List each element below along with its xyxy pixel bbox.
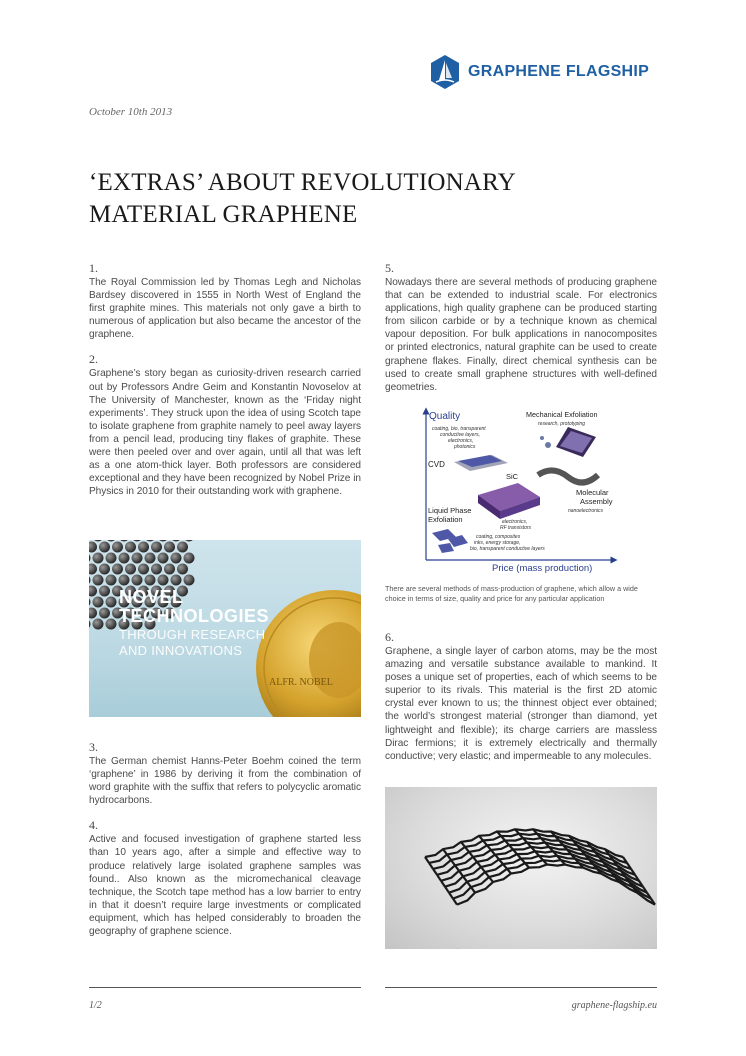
section-number: 3. bbox=[89, 740, 98, 754]
novel-text-block bbox=[119, 588, 269, 658]
molecular-ribbon bbox=[538, 470, 598, 482]
sic-sub-1: electronics, bbox=[502, 519, 528, 525]
lpe-label-2: Exfoliation bbox=[428, 515, 463, 524]
x-axis-label: Price (mass production) bbox=[492, 563, 593, 574]
coin-text: ALFR. NOBEL bbox=[269, 677, 333, 688]
logo-text: GRAPHENE FLAGSHIP bbox=[468, 63, 650, 80]
section-number: 4. bbox=[89, 818, 98, 833]
novel-line-1: NOVEL bbox=[119, 587, 184, 607]
graphene-flagship-logo bbox=[430, 53, 660, 91]
y-axis-label: Quality bbox=[429, 411, 461, 422]
mol-label-1: Molecular bbox=[576, 488, 609, 497]
page-title bbox=[89, 167, 609, 231]
lpe-flakes bbox=[432, 529, 468, 553]
left-column-top bbox=[89, 262, 361, 510]
lpe-label-1: Liquid Phase bbox=[428, 506, 472, 515]
section-number: 1. bbox=[89, 261, 98, 275]
lpe-sub-3: bio, transparent conductive layers bbox=[470, 546, 545, 552]
mol-label-2: Assembly bbox=[580, 497, 613, 506]
section-text: Graphene, a single layer of carbon atoms, may be the most amazing and versatile substance available to mankind. It poses a unique set of properties, each of which seems to be superior to its rivals. This material is the first 2D atomic crystal ever known to us; the thinnest object ever obtained; the world’s strongest material (stronger than diamond, yet lightweight and flexible); its charge carriers are massless Dirac fermions; it is extremely electrically and thermally conductive; very elastic; and impermeable to any molecules. bbox=[385, 646, 657, 762]
graphene-sheet-image bbox=[385, 787, 657, 949]
mech-sub: research, prototyping bbox=[538, 421, 585, 427]
right-column-bottom bbox=[385, 631, 657, 775]
graphene-sheet-render bbox=[385, 787, 657, 949]
cvd-label: CVD bbox=[428, 460, 445, 469]
section-text: Graphene’s story began as curiosity-driven research carried out by Professors Andre Geim and Konstantin Novoselov at The University of Manchester, known as the ‘Friday night experiments’. They struck upon the idea of using Scotch tape to isolate graphene from graphite namely to peel away layers from a pencil lead, producing tiny flakes of graphite. These were then peeled over and over again, until all that was left as a one atom-thick layer. Both professors are considered exceptional and they have been recognized by Nobel Prize in Physics in 2010 for their outstanding work with graphene. bbox=[89, 368, 361, 498]
title-line-1: ‘EXTRAS’ ABOUT REVOLUTIONARY bbox=[89, 169, 516, 196]
footer-rule-left bbox=[89, 987, 361, 988]
section-number: 5. bbox=[385, 261, 394, 275]
cvd-sub-1: coating, bio, transparent bbox=[432, 426, 486, 432]
lpe-sub-1: coating, composites bbox=[476, 534, 521, 540]
footer-url[interactable]: graphene-flagship.eu bbox=[571, 1000, 657, 1011]
section-number: 6. bbox=[385, 630, 394, 644]
page-number: 1/2 bbox=[89, 1000, 102, 1011]
mech-label: Mechanical Exfoliation bbox=[526, 410, 598, 419]
cvd-sub-4: photonics bbox=[454, 444, 476, 450]
section-text: Active and focused investigation of graphene started less than 10 years ago, after a simple and effective way to produce relatively large isolated graphene samples was found.. Also known as the micromechanical cleavage technique, the Scotch tape method has a low barrier to entry in that it doesn’t require large investments or complicated equipment, which has helped considerably to broaden the geography of graphene science. bbox=[89, 834, 361, 938]
diagram-caption: There are several methods of mass-production of graphene, which allow a wide choice in terms of size, quality and price for any particular application bbox=[385, 584, 638, 603]
left-column-bottom bbox=[89, 741, 361, 950]
section-text: Nowadays there are several methods of producing graphene that can be extended to industrial scale. For electronics applications, high quality graphene can be produced starting from silicon carbide or by a technique known as chemical vapour deposition. For bulk applications in nanocomposites or printed electronics, natural graphite can be used to create graphene flakes. Finally, direct chemical synthesis can be used to create small graphene structures with well-defined geometries. bbox=[385, 277, 657, 393]
novel-line-3: THROUGH RESEARCH bbox=[119, 627, 266, 642]
title-line-2: MATERIAL GRAPHENE bbox=[89, 201, 358, 228]
document-date: October 10th 2013 bbox=[89, 106, 173, 118]
mol-sub: nanoelectronics bbox=[568, 508, 604, 514]
flagship-hexagon-icon bbox=[430, 54, 460, 90]
sic-label: SiC bbox=[506, 472, 519, 481]
section-number: 2. bbox=[89, 352, 98, 367]
production-methods-diagram bbox=[418, 405, 618, 575]
carbon-sheet bbox=[425, 829, 655, 904]
novel-technologies-image bbox=[89, 540, 361, 717]
section-text: The German chemist Hanns-Peter Boehm coined the term ‘graphene’ in 1986 by deriving it from the combination of word graphite with the suffix that refers to polycyclic aromatic hydrocarbons. bbox=[89, 756, 361, 807]
novel-line-4: AND INNOVATIONS bbox=[119, 643, 243, 658]
lpe-sub-2: inks, energy storage, bbox=[474, 540, 521, 546]
cvd-sub-2: conductive layers, bbox=[440, 432, 481, 438]
sic-sub-2: RF transistors bbox=[500, 525, 532, 531]
right-column-top bbox=[385, 262, 657, 406]
cvd-sub-3: electronics, bbox=[448, 438, 474, 444]
novel-line-2: TECHNOLOGIES bbox=[119, 606, 270, 626]
footer-rule-right bbox=[385, 987, 657, 988]
section-text: The Royal Commission led by Thomas Legh and Nicholas Bardsey discovered in 1555 in North West of England the first graphite mines. This materials not only gave a birth to numerous of application but also became the ancestor of the graphene. bbox=[89, 277, 361, 341]
